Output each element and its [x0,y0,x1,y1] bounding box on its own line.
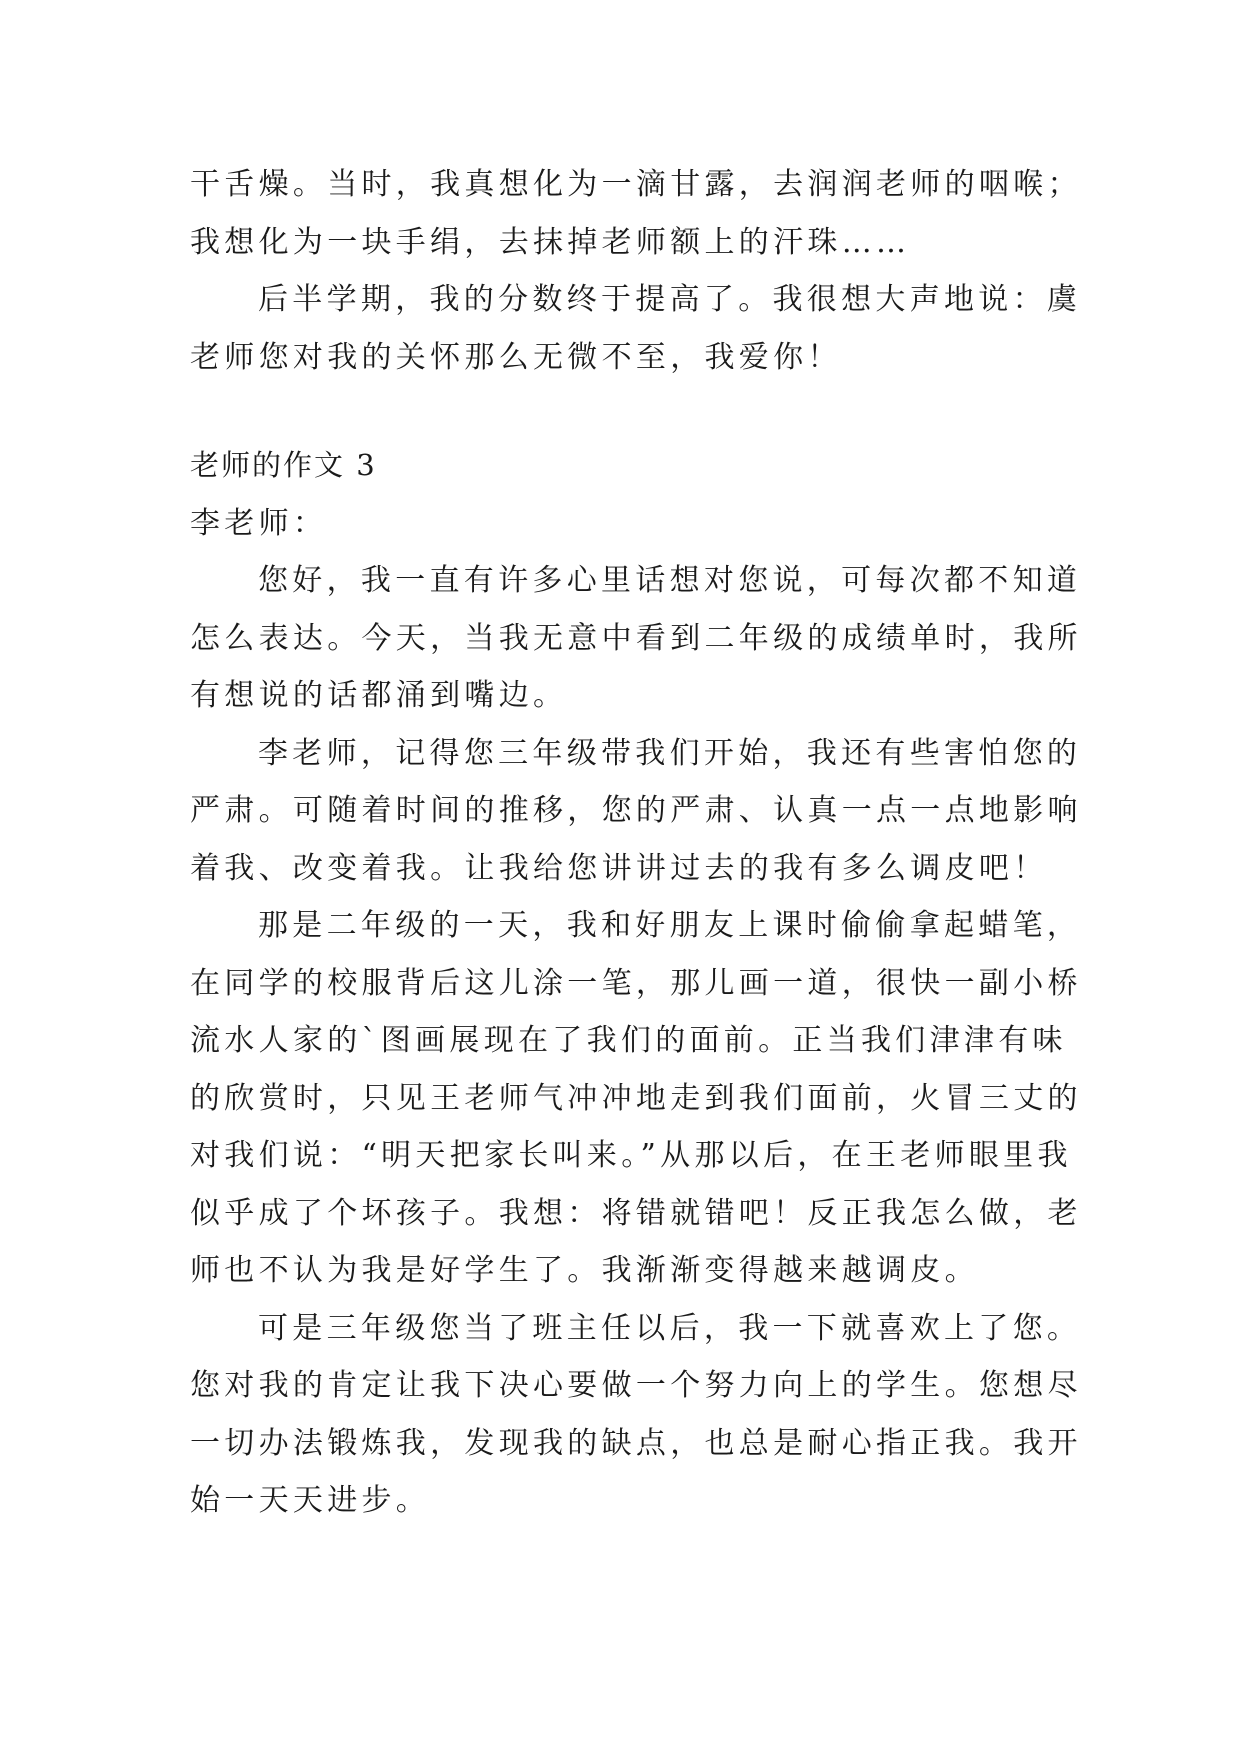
text-line: 着我、改变着我。让我给您讲讲过去的我有多么调皮吧！ [190,850,1048,886]
text-line: 在同学的校服背后这儿涂一笔，那儿画一道，很快一副小桥 [190,965,1082,1001]
text-line: 有想说的话都涌到嘴边。 [190,678,568,713]
text-line: 的欣赏时，只见王老师气冲冲地走到我们面前，火冒三丈的 [190,1080,1082,1116]
paragraph-first-line: 可是三年级您当了班主任以后，我一下就喜欢上了您。 [258,1310,1082,1346]
section-title: 老师的作文 3 [190,448,377,482]
text-line: 流水人家的`图画展现在了我们的面前。正当我们津津有味 [190,1023,1067,1058]
text-line: 师也不认为我是好学生了。我渐渐变得越来越调皮。 [190,1253,979,1288]
paragraph-first-line: 李老师，记得您三年级带我们开始，我还有些害怕您的 [258,735,1082,771]
text-line: 干舌燥。当时，我真想化为一滴甘露，去润润老师的咽喉； [190,167,1082,202]
paragraph-first-line: 您好，我一直有许多心里话想对您说，可每次都不知道 [258,563,1082,598]
text-line: 始一天天进步。 [190,1483,431,1518]
text-line: 我想化为一块手绢，去抹掉老师额上的汗珠…… [190,224,911,260]
text-line: 似乎成了个坏孩子。我想：将错就错吧！反正我怎么做，老 [190,1195,1082,1231]
text-line: 对我们说：“明天把家长叫来。”从那以后，在王老师眼里我 [190,1138,1072,1173]
salutation: 李老师： [190,505,328,541]
section-gap [190,386,1050,437]
text-line: 您对我的肯定让我下决心要做一个努力向上的学生。您想尽 [190,1368,1082,1403]
paragraph-first-line: 那是二年级的一天，我和好朋友上课时偷偷拿起蜡笔， [258,908,1082,943]
text-line: 严肃。可随着时间的推移，您的严肃、认真一点一点地影响 [190,793,1082,828]
paragraph-first-line: 后半学期，我的分数终于提高了。我很想大声地说：虞 [258,282,1082,317]
text-line: 一切办法锻炼我，发现我的缺点，也总是耐心指正我。我开 [190,1425,1082,1461]
document-body [190,156,1082,1530]
text-line: 老师您对我的关怀那么无微不至，我爱你！ [190,339,842,375]
text-line: 怎么表达。今天，当我无意中看到二年级的成绩单时，我所 [190,620,1082,656]
